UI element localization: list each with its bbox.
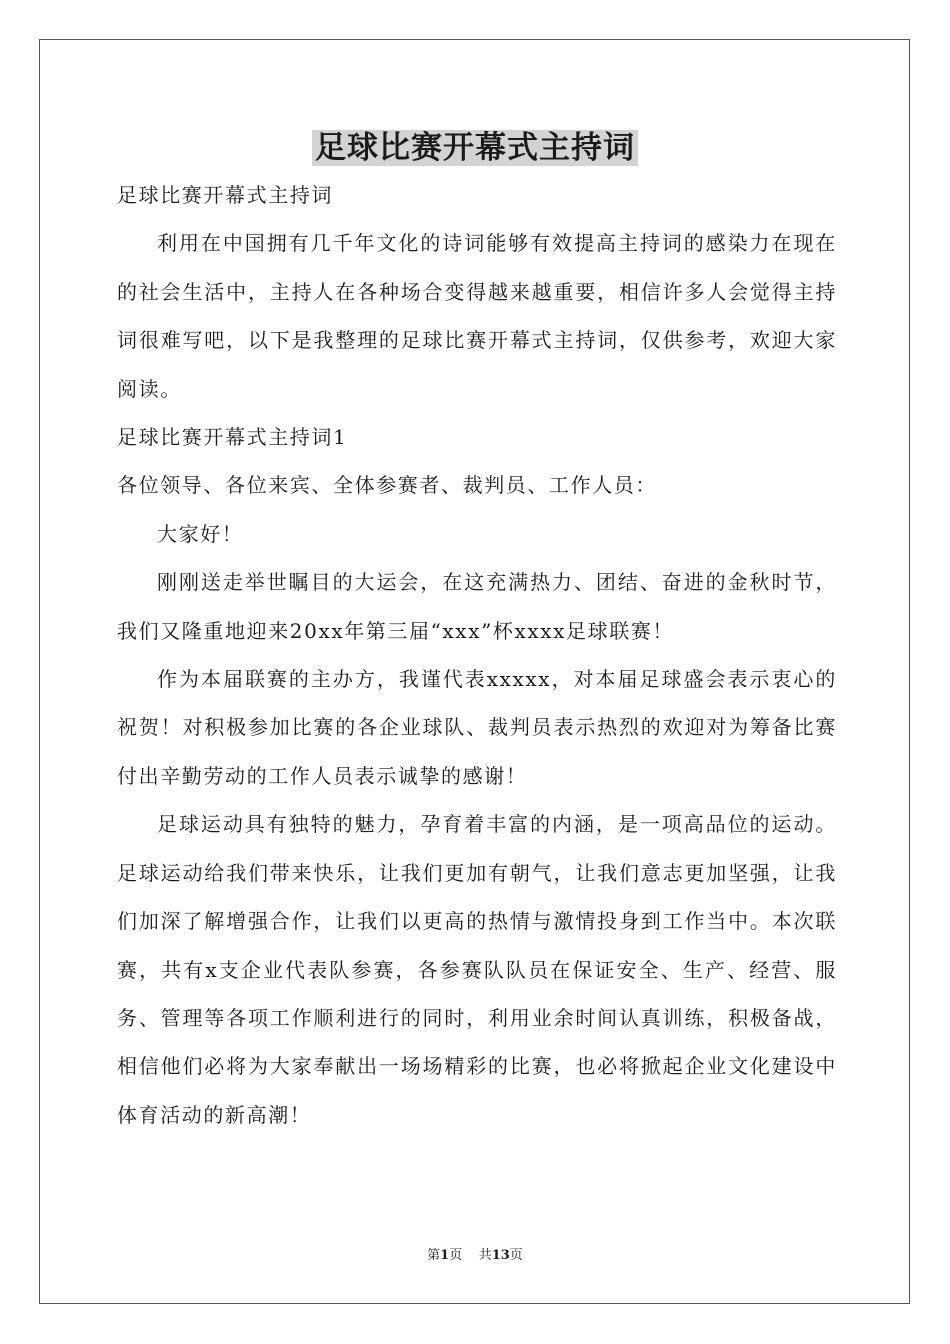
document-title-text: 足球比赛开幕式主持词 (312, 130, 638, 166)
page-prefix: 第 (427, 1248, 441, 1263)
total-prefix: 共 (478, 1248, 492, 1263)
paragraph: 作为本届联赛的主办方，我谨代表xxxxx，对本届足球盛会表示衷心的祝贺！对积极参加比赛的各企业球队、裁判员表示热烈的欢迎对为筹备比赛付出辛勤劳动的工作人员表示诚挚的感谢！ (117, 667, 837, 788)
paragraph: 足球比赛开幕式主持词1 (117, 425, 348, 450)
page-footer (0, 1246, 950, 1266)
total-pages: 13 (491, 1248, 510, 1263)
total-pages-indicator (479, 1248, 523, 1263)
total-suffix: 页 (509, 1248, 523, 1263)
paragraph: 足球比赛开幕式主持词 (117, 183, 333, 207)
paragraph: 各位领导、各位来宾、全体参赛者、裁判员、工作人员： (117, 473, 657, 498)
page-number: 1 (440, 1248, 450, 1263)
page-indicator (427, 1248, 462, 1263)
document-title (0, 126, 950, 170)
page-suffix: 页 (449, 1248, 463, 1263)
paragraph: 利用在中国拥有几千年文化的诗词能够有效提高主持词的感染力在现在的社会生活中，主持人在各种场合变得越来越重要，相信许多人会觉得主持词很难写吧，以下是我整理的足球比赛开幕式主持词，仅供参考，欢迎大家阅读。 (117, 231, 837, 401)
document-body (117, 171, 837, 1139)
paragraph: 大家好！ (157, 521, 244, 546)
paragraph: 刚刚送走举世瞩目的大运会，在这充满热力、团结、奋进的金秋时节，我们又隆重地迎来20xx年第三届“xxx”杯xxxx足球联赛！ (117, 570, 837, 643)
paragraph: 足球运动具有独特的魅力，孕育着丰富的内涵，是一项高品位的运动。足球运动给我们带来快乐，让我们更加有朝气，让我们意志更加坚强，让我们加深了解增强合作，让我们以更高的热情与激情投身到工作当中。本次联赛，共有x支企业代表队参赛，各参赛队队员在保证安全、生产、经营、服务、管理等各项工作顺利进行的同时，利用业余时间认真训练，积极备战，相信他们必将为大家奉献出一场场精彩的比赛，也必将掀起企业文化建设中体育活动的新高潮！ (117, 812, 837, 1127)
